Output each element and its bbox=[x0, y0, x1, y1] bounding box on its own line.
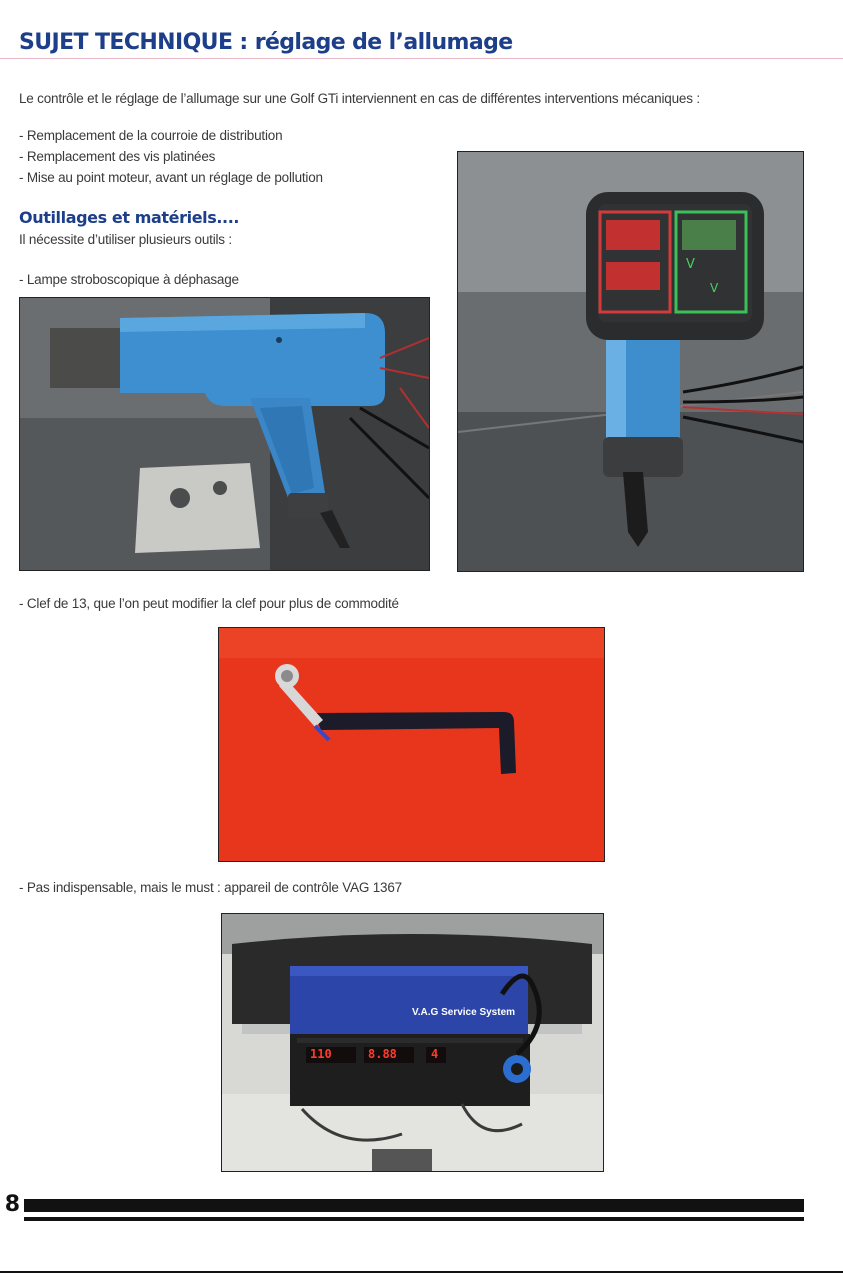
page-number: 8 bbox=[4, 1192, 20, 1217]
intervention-item: - Mise au point moteur, avant un réglage de pollution bbox=[19, 170, 323, 185]
tool-item-wrench: - Clef de 13, que l’on peut modifier la clef pour plus de commodité bbox=[19, 596, 399, 611]
page-title: SUJET TECHNIQUE : réglage de l’allumage bbox=[19, 30, 513, 55]
strobe-lamp-display-photo bbox=[457, 151, 804, 572]
strobe-lamp-photo bbox=[19, 297, 430, 571]
intro-text: Le contrôle et le réglage de l’allumage sur une Golf GTi interviennent en cas de différentes interventions mécaniques : bbox=[19, 91, 700, 106]
vag-panel-label: V.A.G Service System bbox=[412, 1007, 516, 1018]
vag-display-1: 110 bbox=[310, 1047, 332, 1061]
tool-item-vag-tester: - Pas indispensable, mais le must : appareil de contrôle VAG 1367 bbox=[19, 880, 402, 895]
svg-text:V: V bbox=[686, 257, 695, 272]
wrench-photo bbox=[218, 627, 605, 862]
page-bottom-edge bbox=[0, 1271, 843, 1273]
footer-rule-thin bbox=[24, 1217, 804, 1221]
svg-text:V: V bbox=[710, 281, 719, 295]
intervention-item: - Remplacement des vis platinées bbox=[19, 149, 216, 164]
vag-tester-photo bbox=[221, 913, 604, 1172]
title-divider bbox=[0, 58, 843, 59]
tool-item-strobe: - Lampe stroboscopique à déphasage bbox=[19, 272, 239, 287]
intervention-item: - Remplacement de la courroie de distribution bbox=[19, 128, 283, 143]
vag-display-3: 4 bbox=[431, 1047, 439, 1061]
vag-display-2: 8.88 bbox=[368, 1047, 397, 1061]
section-heading: Outillages et matériels.... bbox=[19, 208, 240, 227]
section-subtitle: Il nécessite d’utiliser plusieurs outils : bbox=[19, 232, 232, 247]
footer-rule-thick bbox=[24, 1199, 804, 1212]
